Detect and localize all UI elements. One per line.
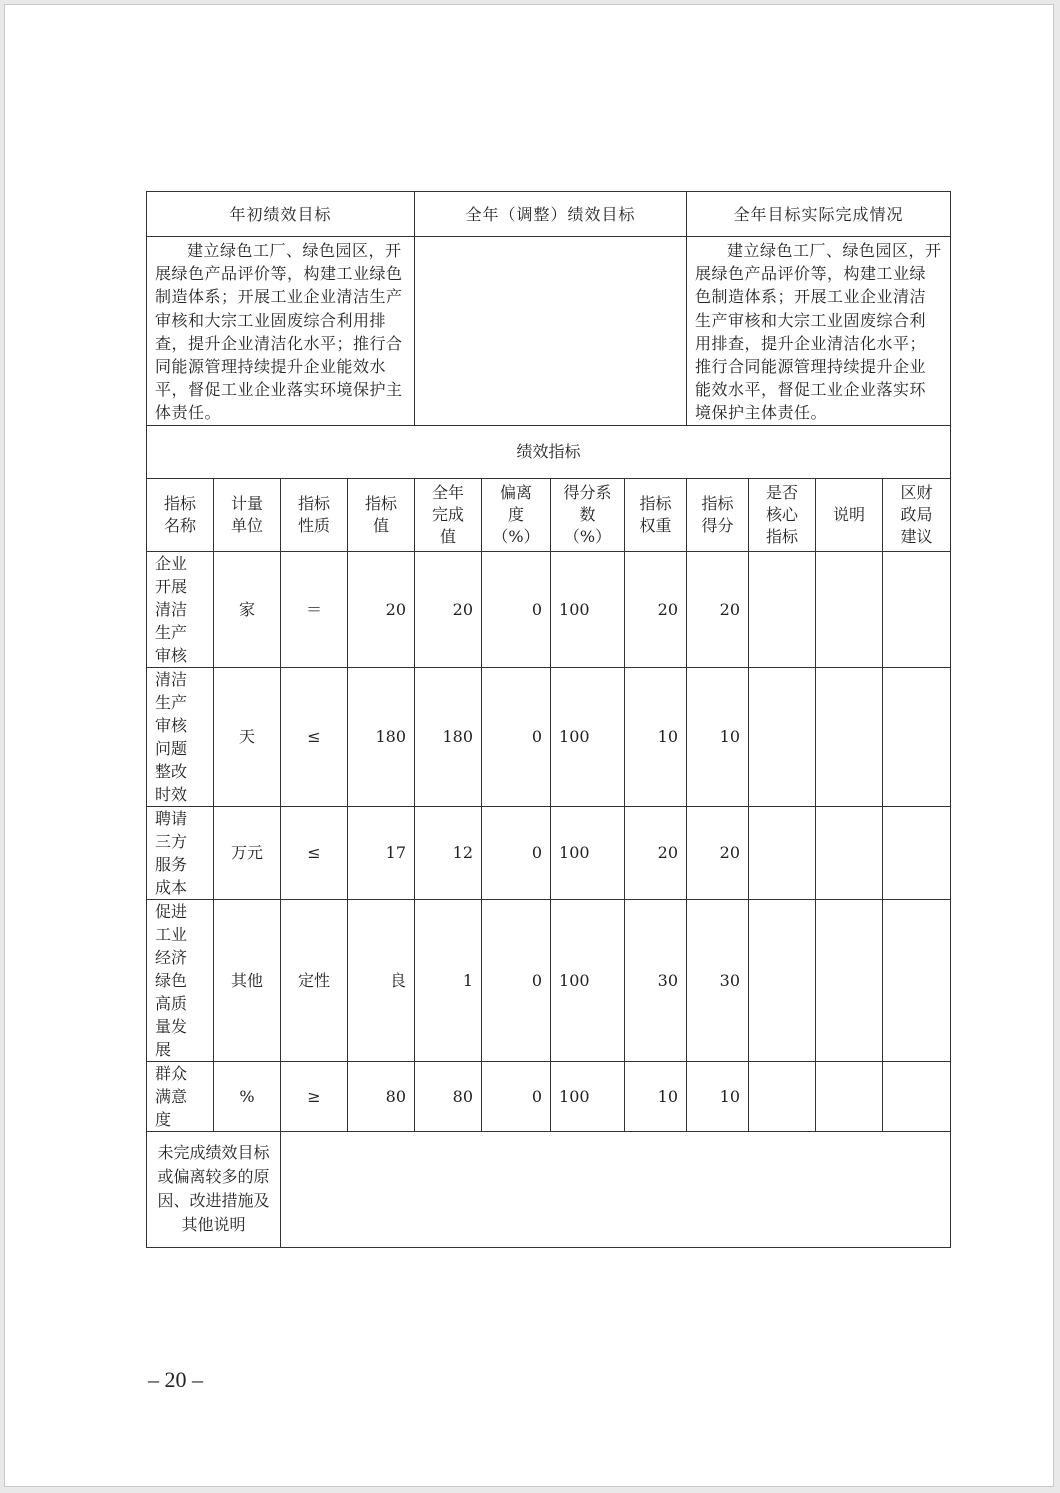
cell-advice	[883, 899, 951, 1061]
indicator-name-line: 生产	[155, 622, 188, 642]
cell-deviation: 0	[482, 667, 551, 806]
cell-advice	[883, 551, 951, 667]
indicator-name-line: 开展	[155, 576, 188, 596]
indicator-name-line: 高质	[155, 993, 188, 1013]
column-header-line: 是否	[766, 482, 799, 502]
cell-advice	[883, 806, 951, 899]
column-header	[816, 478, 883, 551]
section-title: 绩效指标	[147, 425, 951, 478]
indicator-name-line: 工业	[155, 924, 188, 944]
cell-core	[749, 551, 816, 667]
indicator-name-line: 满意	[155, 1086, 188, 1106]
cell-unit: 万元	[214, 806, 281, 899]
performance-table	[146, 191, 951, 1248]
cell-advice	[883, 1061, 951, 1131]
indicator-name-line: 整改	[155, 761, 188, 781]
note-value	[281, 1131, 951, 1247]
column-header-line: 指标	[639, 493, 672, 513]
indicator-name-line: 成本	[155, 877, 188, 897]
indicator-name-line: 问题	[155, 738, 188, 758]
column-header-line: 名称	[163, 515, 196, 535]
cell-completed: 1	[415, 899, 482, 1061]
cell-nature: ＝	[281, 551, 348, 667]
cell-score: 10	[687, 667, 749, 806]
column-header-line: 完成	[432, 504, 465, 524]
column-header	[482, 478, 551, 551]
indicator-name-line: 企业	[155, 553, 188, 573]
indicator-name-line: 促进	[155, 901, 188, 921]
cell-target: 80	[348, 1061, 415, 1131]
cell-weight: 20	[625, 806, 687, 899]
table-row	[147, 899, 951, 1061]
cell-score-coef: 100	[551, 1061, 625, 1131]
indicator-name	[147, 899, 214, 1061]
cell-advice	[883, 667, 951, 806]
column-header	[687, 478, 749, 551]
column-header-row	[147, 478, 951, 551]
indicator-name-line: 审核	[155, 715, 188, 735]
header-initial-goal: 年初绩效目标	[147, 192, 415, 237]
column-header-line: 指标	[365, 493, 398, 513]
column-header-line: 度	[508, 504, 525, 524]
column-header-line: 指标	[766, 526, 799, 546]
column-header-line: 说明	[833, 504, 866, 524]
column-header	[883, 478, 951, 551]
cell-deviation: 0	[482, 551, 551, 667]
data-rows	[147, 551, 951, 1131]
indicator-name	[147, 551, 214, 667]
cell-score-coef: 100	[551, 899, 625, 1061]
column-header-line: 值	[373, 515, 390, 535]
column-header-line: 区财	[900, 482, 933, 502]
table-row	[147, 551, 951, 667]
cell-score-coef: 100	[551, 551, 625, 667]
table-row	[147, 667, 951, 806]
cell-score-coef: 100	[551, 806, 625, 899]
column-header-line: （%）	[563, 526, 612, 546]
column-header-line: 得分	[701, 515, 734, 535]
column-header	[147, 478, 214, 551]
performance-table-wrap	[146, 191, 950, 1248]
indicator-name	[147, 806, 214, 899]
indicator-name-line: 展	[155, 1039, 172, 1059]
indicator-name-line: 清洁	[155, 669, 188, 689]
cell-completed: 20	[415, 551, 482, 667]
indicator-name-line: 三方	[155, 831, 188, 851]
cell-nature: ≤	[281, 667, 348, 806]
cell-deviation: 0	[482, 806, 551, 899]
cell-core	[749, 899, 816, 1061]
column-header-line: （%）	[492, 526, 540, 546]
indicator-name-line: 群众	[155, 1063, 188, 1083]
cell-note	[816, 1061, 883, 1131]
cell-unit: 天	[214, 667, 281, 806]
column-header	[348, 478, 415, 551]
column-header-line: 指标	[701, 493, 734, 513]
column-header-line: 偏离	[500, 482, 533, 502]
column-header	[415, 478, 482, 551]
indicator-name-line: 时效	[155, 784, 188, 804]
goal-initial	[147, 237, 415, 426]
cell-nature: 定性	[281, 899, 348, 1061]
cell-nature: ≥	[281, 1061, 348, 1131]
cell-completed: 80	[415, 1061, 482, 1131]
goal-actual	[687, 237, 951, 426]
cell-weight: 30	[625, 899, 687, 1061]
indicator-name-line: 绿色	[155, 970, 188, 990]
cell-note	[816, 806, 883, 899]
column-header-line: 建议	[900, 526, 933, 546]
column-header	[625, 478, 687, 551]
column-header-line: 政局	[900, 504, 933, 524]
column-header-line: 单位	[230, 515, 263, 535]
cell-deviation: 0	[482, 899, 551, 1061]
cell-deviation: 0	[482, 1061, 551, 1131]
column-header-line: 性质	[297, 515, 330, 535]
cell-score: 20	[687, 806, 749, 899]
cell-weight: 10	[625, 667, 687, 806]
cell-score-coef: 100	[551, 667, 625, 806]
column-header	[749, 478, 816, 551]
cell-core	[749, 667, 816, 806]
cell-note	[816, 899, 883, 1061]
indicator-name	[147, 667, 214, 806]
table-row	[147, 1061, 951, 1131]
page-number: – 20 –	[148, 1367, 203, 1392]
cell-weight: 10	[625, 1061, 687, 1131]
indicator-name	[147, 1061, 214, 1131]
header-adjusted-goal: 全年（调整）绩效目标	[415, 192, 687, 237]
column-header-line: 得分系	[563, 482, 612, 502]
cell-note	[816, 551, 883, 667]
cell-core	[749, 806, 816, 899]
cell-unit: %	[214, 1061, 281, 1131]
goal-adjusted	[415, 237, 687, 426]
goal-initial-text: 建立绿色工厂、绿色园区，开展绿色产品评价等，构建工业绿色制造体系；开展工业企业清洁生产审核和大宗工业固废综合利用排查，提升企业清洁化水平；推行合同能源管理持续提升企业能效水平，督促工业企业落实环境保护主体责任。	[155, 241, 403, 423]
cell-core	[749, 1061, 816, 1131]
cell-target: 20	[348, 551, 415, 667]
column-header-line: 全年	[432, 482, 465, 502]
indicator-name-line: 聘请	[155, 808, 188, 828]
cell-score: 10	[687, 1061, 749, 1131]
column-header-line: 指标	[297, 493, 330, 513]
cell-target: 17	[348, 806, 415, 899]
cell-unit: 家	[214, 551, 281, 667]
goal-actual-text: 建立绿色工厂、绿色园区，开展绿色产品评价等，构建工业绿色制造体系；开展工业企业清洁生产审核和大宗工业固废综合利用排查，提升企业清洁化水平；推行合同能源管理持续提升企业能效水平，督促工业企业落实环境保护主体责任。	[695, 241, 942, 423]
cell-target: 良	[348, 899, 415, 1061]
column-header	[214, 478, 281, 551]
indicator-name-line: 审核	[155, 645, 188, 665]
column-header-line: 数	[579, 504, 596, 524]
column-header-line: 权重	[639, 515, 672, 535]
column-header-line: 计量	[230, 493, 263, 513]
indicator-name-line: 服务	[155, 854, 188, 874]
cell-score: 20	[687, 551, 749, 667]
cell-completed: 12	[415, 806, 482, 899]
column-header-line: 核心	[766, 504, 799, 524]
note-label: 未完成绩效目标或偏离较多的原因、改进措施及其他说明	[147, 1131, 281, 1247]
column-header-line: 值	[440, 526, 457, 546]
indicator-name-line: 经济	[155, 947, 188, 967]
table-row	[147, 806, 951, 899]
cell-nature: ≤	[281, 806, 348, 899]
column-header	[551, 478, 625, 551]
cell-target: 180	[348, 667, 415, 806]
cell-weight: 20	[625, 551, 687, 667]
indicator-name-line: 量发	[155, 1016, 188, 1036]
cell-score: 30	[687, 899, 749, 1061]
column-header-line: 指标	[163, 493, 196, 513]
cell-note	[816, 667, 883, 806]
indicator-name-line: 度	[155, 1109, 172, 1129]
cell-completed: 180	[415, 667, 482, 806]
cell-unit: 其他	[214, 899, 281, 1061]
indicator-name-line: 清洁	[155, 599, 188, 619]
indicator-name-line: 生产	[155, 692, 188, 712]
document-page	[4, 4, 1054, 1487]
column-header	[281, 478, 348, 551]
header-actual-completion: 全年目标实际完成情况	[687, 192, 951, 237]
